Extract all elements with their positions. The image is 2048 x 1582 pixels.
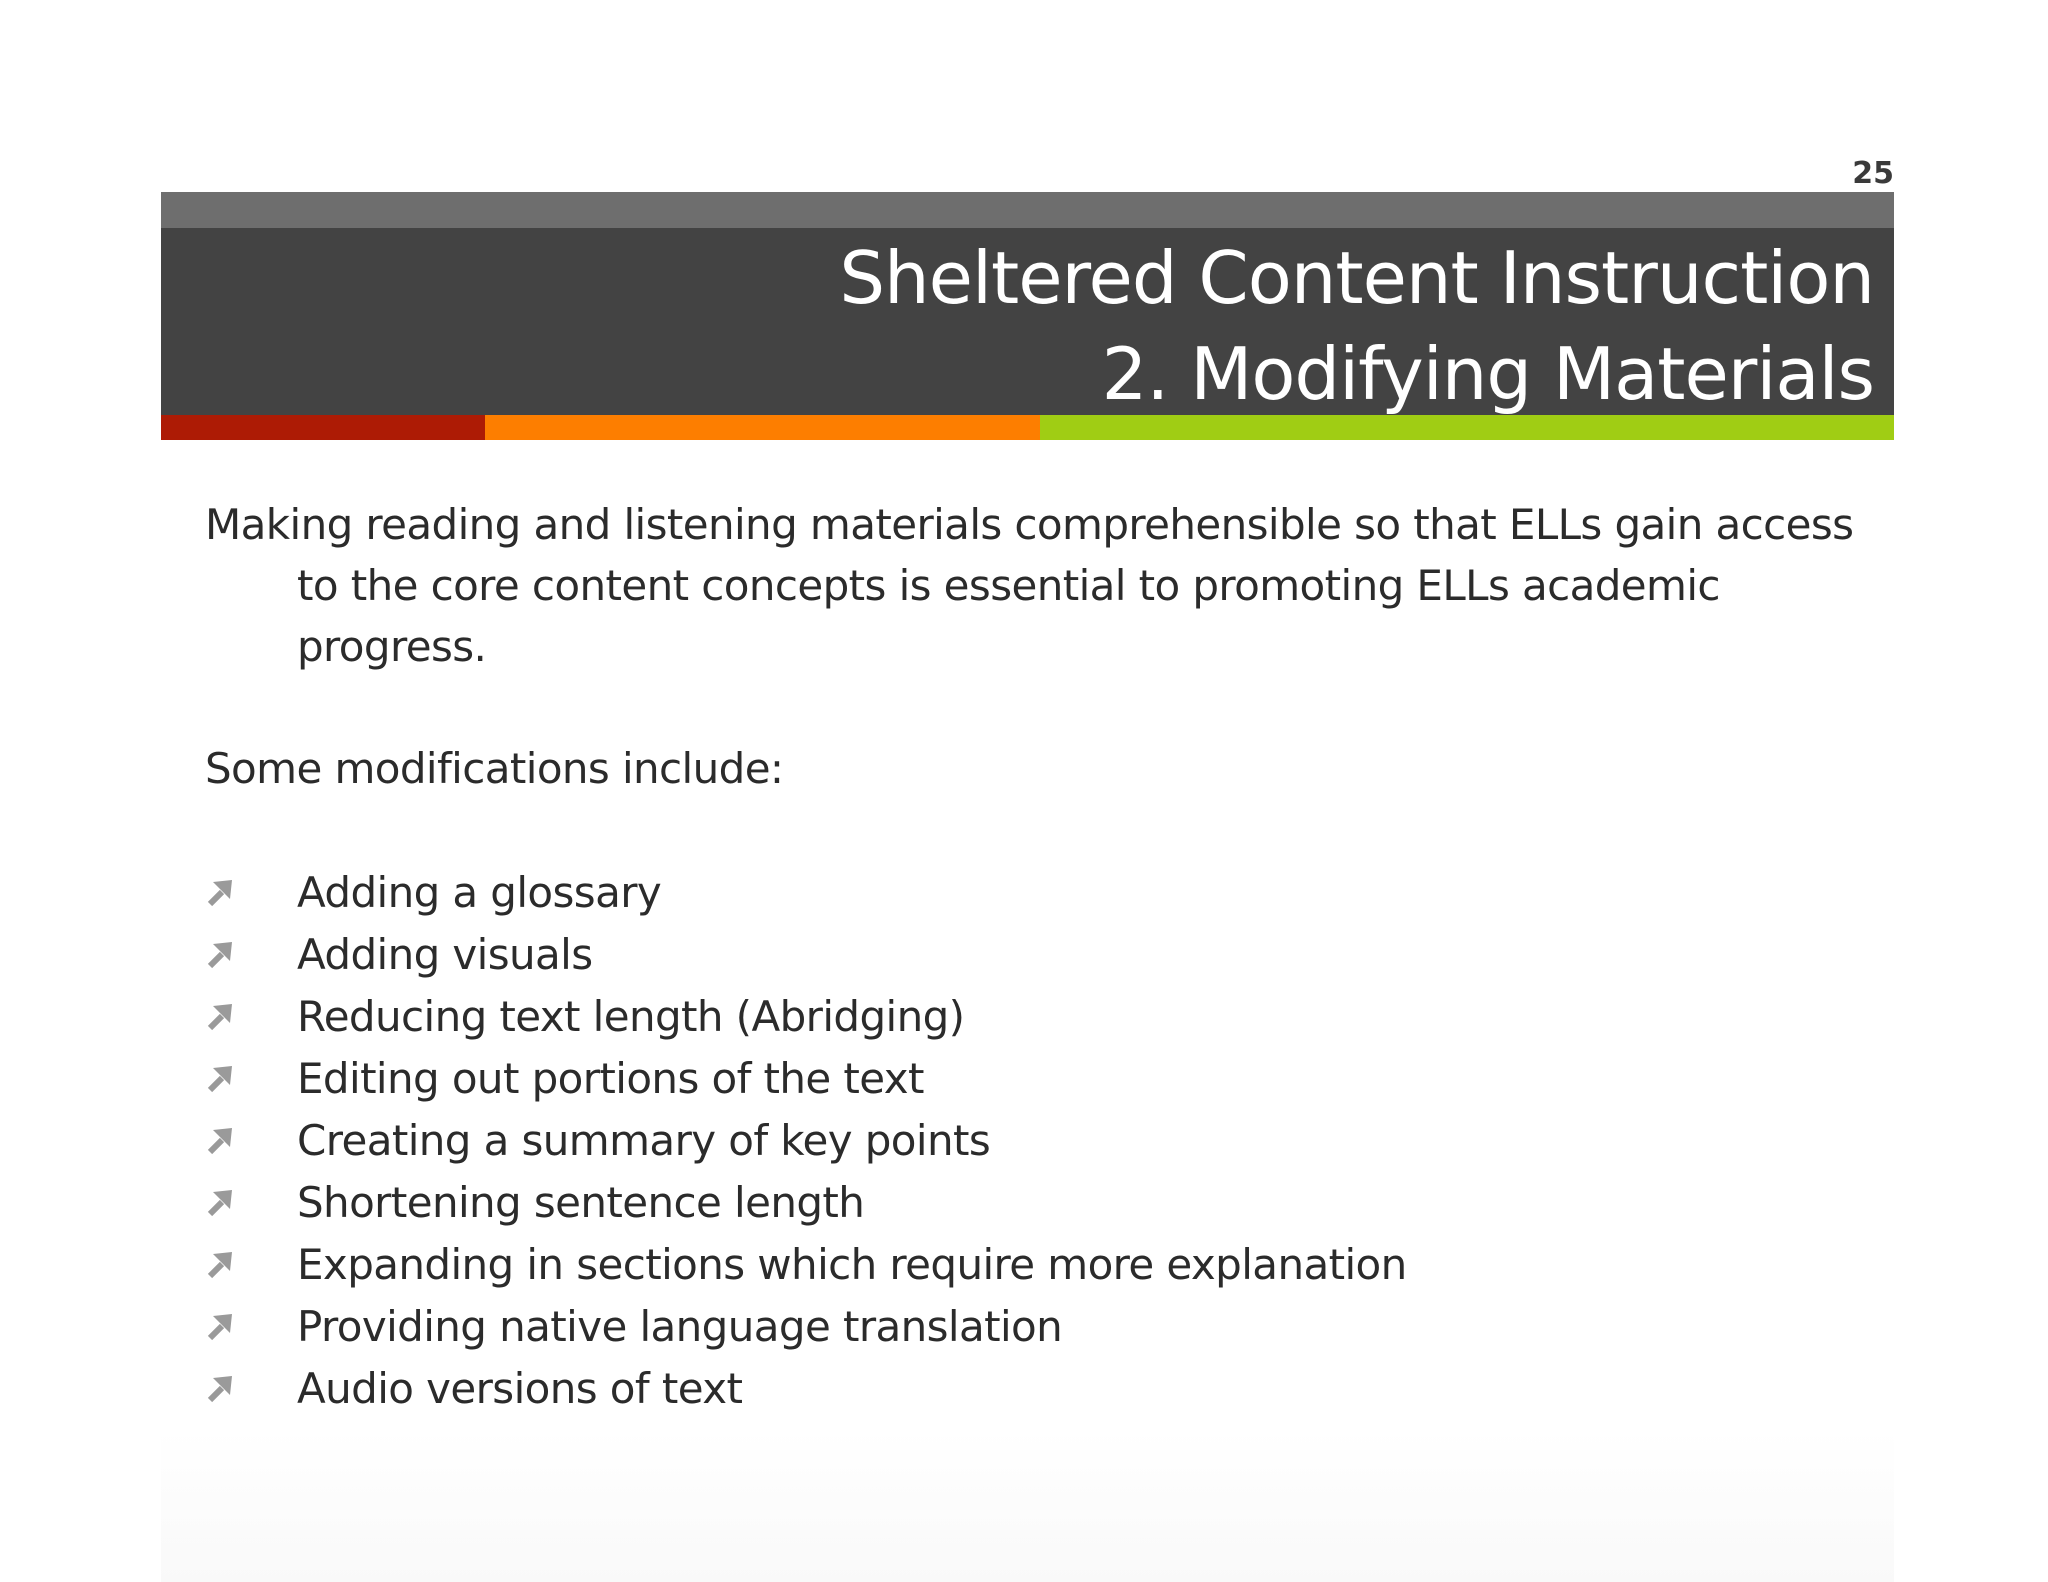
- list-item: [205, 1109, 1855, 1171]
- header-band: [161, 192, 1894, 448]
- arrow-up-right-icon: [205, 1187, 297, 1217]
- list-item-text: Reducing text length (Abridging): [297, 991, 965, 1041]
- list-item: [205, 1357, 1855, 1419]
- list-item-text: Editing out portions of the text: [297, 1053, 924, 1103]
- arrow-up-right-icon: [205, 1001, 297, 1031]
- arrow-up-right-icon: [205, 1249, 297, 1279]
- arrow-up-right-icon: [205, 939, 297, 969]
- modifications-list: [205, 861, 1855, 1419]
- slide-title: [839, 230, 1874, 422]
- list-item: [205, 1233, 1855, 1295]
- list-item-text: Adding visuals: [297, 929, 593, 979]
- list-item: [205, 1295, 1855, 1357]
- list-item: [205, 1171, 1855, 1233]
- slide-title-line-2: 2. Modifying Materials: [1101, 332, 1874, 416]
- list-item-text: Providing native language translation: [297, 1301, 1063, 1351]
- list-item-text: Audio versions of text: [297, 1363, 743, 1413]
- page-number: 25: [1852, 156, 1894, 191]
- arrow-up-right-icon: [205, 1063, 297, 1093]
- bottom-shade: [161, 1430, 1894, 1582]
- header-band-top: [161, 192, 1894, 228]
- accent-stripe-red: [161, 415, 485, 440]
- arrow-up-right-icon: [205, 877, 297, 907]
- slide-content: [205, 494, 1855, 1419]
- list-item: [205, 923, 1855, 985]
- list-item: [205, 1047, 1855, 1109]
- arrow-up-right-icon: [205, 1311, 297, 1341]
- list-item-text: Adding a glossary: [297, 867, 662, 917]
- arrow-up-right-icon: [205, 1373, 297, 1403]
- list-item: [205, 985, 1855, 1047]
- slide-title-line-1: Sheltered Content Instruction: [839, 236, 1874, 320]
- list-item-text: Creating a summary of key points: [297, 1115, 991, 1165]
- arrow-up-right-icon: [205, 1125, 297, 1155]
- intro-paragraph: Making reading and listening materials comprehensible so that ELLs gain access to the core content concepts is essential to promoting ELLs academic progress.: [205, 500, 1854, 671]
- list-item-text: Expanding in sections which require more explanation: [297, 1239, 1407, 1289]
- list-item: [205, 861, 1855, 923]
- list-item-text: Shortening sentence length: [297, 1177, 865, 1227]
- lead-text: Some modifications include:: [205, 744, 784, 793]
